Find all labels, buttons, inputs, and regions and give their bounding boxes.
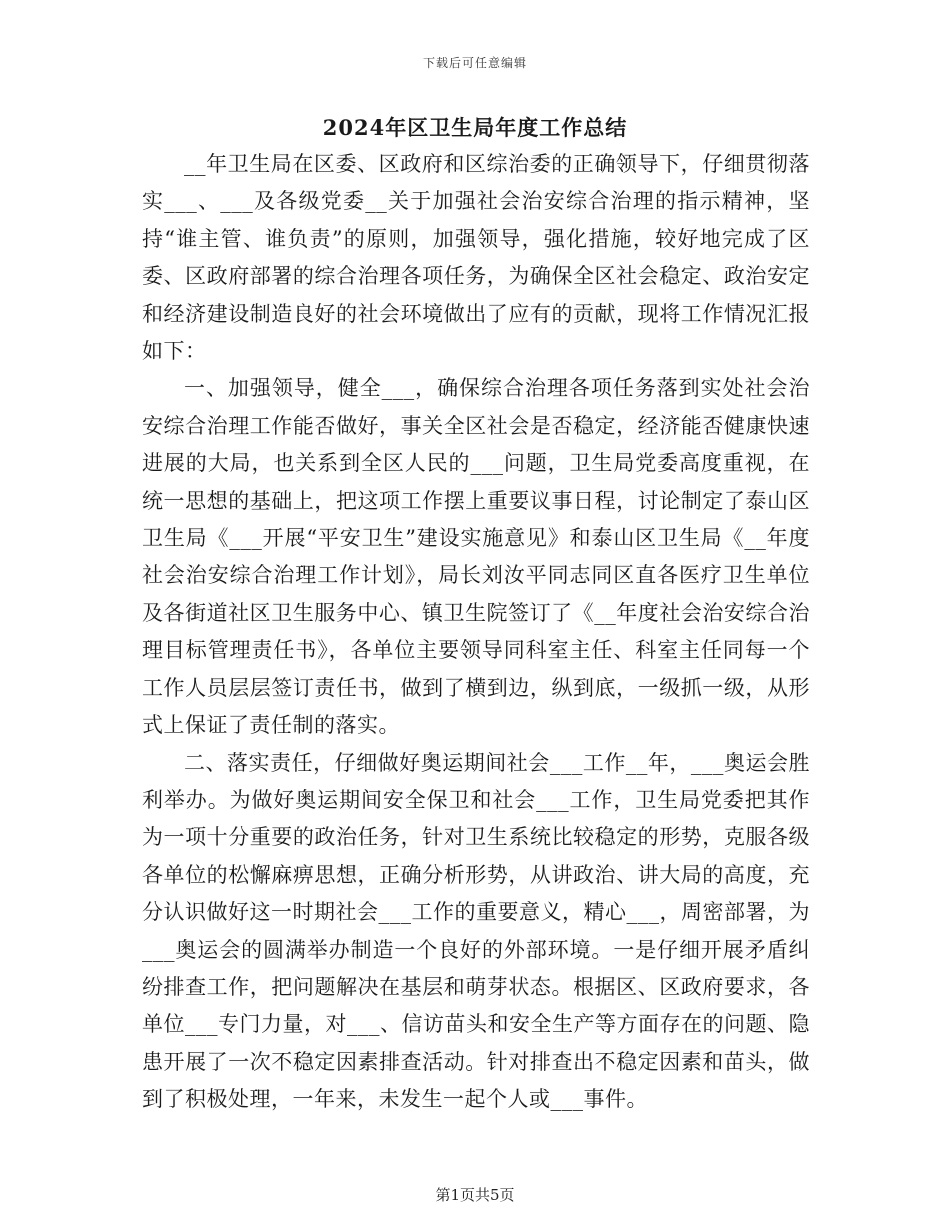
page-number: 第1页共5页 bbox=[435, 1186, 515, 1204]
paragraph-section-1: 一、加强领导，健全___，确保综合治理各项任务落到实处社会治安综合治理工作能否做好，事关全区社会是否稳定，经济能否健康快速进展的大局，也关系到全区人民的___问题，卫生局党委高度重视，在统一思想的基础上，把这项工作摆上重要议事日程，讨论制定了泰山区卫生局《___开展“平安卫生”建设实施意见》和泰山区卫生局《__年度社会治安综合治理工作计划》，局长刘汝平同志同区直各医疗卫生单位及各街道社区卫生服务中心、镇卫生院签订了《__年度社会治安综合治理目标管理责任书》，各单位主要领导同科室主任、科室主任同每一个工作人员层层签订责任书，做到了横到边，纵到底，一级抓一级，从形式上保证了责任制的落实。 bbox=[142, 376, 810, 738]
paragraph-intro: __年卫生局在区委、区政府和区综治委的正确领导下，仔细贯彻落实___、___及各级党委__关于加强社会治安综合治理的指示精神，坚持“谁主管、谁负责”的原则，加强领导，强化措施，较好地完成了区委、区政府部署的综合治理各项任务，为确保全区社会稳定、政治安定和经济建设制造良好的社会环境做出了应有的贡献，现将工作情况汇报如下： bbox=[142, 152, 810, 364]
document-body bbox=[142, 146, 810, 1119]
page-header-note: 下载后可任意编辑 bbox=[422, 56, 527, 70]
document-title: 2024年区卫生局年度工作总结 bbox=[322, 115, 628, 140]
paragraph-section-2: 二、落实责任，仔细做好奥运期间社会___工作__年，___奥运会胜利举办。为做好奥运期间安全保卫和社会___工作，卫生局党委把其作为一项十分重要的政治任务，针对卫生系统比较稳定的形势，克服各级各单位的松懈麻痹思想，正确分析形势，从讲政治、讲大局的高度，充分认识做好这一时期社会___工作的重要意义，精心___，周密部署，为___奥运会的圆满举办制造一个良好的外部环境。一是仔细开展矛盾纠纷排查工作，把问题解决在基层和萌芽状态。根据区、区政府要求，各单位___专门力量，对___、信访苗头和安全生产等方面存在的问题、隐患开展了一次不稳定因素排查活动。针对排查出不稳定因素和苗头，做到了积极处理，一年来，未发生一起个人或___事件。 bbox=[142, 750, 810, 1112]
